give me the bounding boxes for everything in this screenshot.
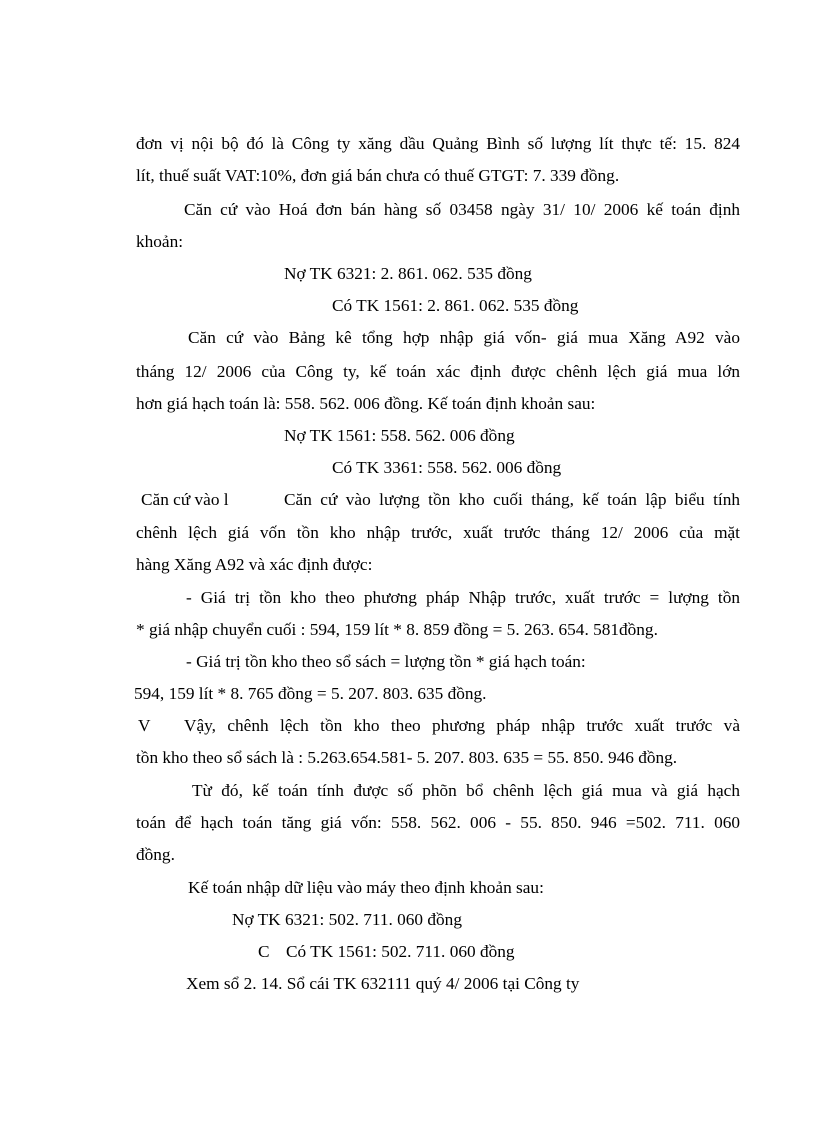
body-line: tồn kho theo sổ sách là : 5.263.654.581- 5. 207. 803. 635 = 55. 850. 946 đồng. xyxy=(136,748,678,767)
body-line: 594, 159 lít * 8. 765 đồng = 5. 207. 803. 635 đồng. xyxy=(134,684,487,703)
stray-text-fragment: Căn cứ vào l xyxy=(141,490,229,509)
body-line: Căn cứ vào Hoá đơn bán hàng số 03458 ngày 31/ 10/ 2006 kế toán định xyxy=(184,200,740,219)
body-line: hơn giá hạch toán là: 558. 562. 006 đồng. Kế toán định khoản sau: xyxy=(136,394,596,413)
body-line: Căn cứ vào lượng tồn kho cuối tháng, kế toán lập biểu tính xyxy=(284,490,740,509)
stray-text-fragment: V xyxy=(138,716,151,735)
body-line: hàng Xăng A92 và xác định được: xyxy=(136,555,373,574)
body-line: * giá nhập chuyển cuối : 594, 159 lít * 8. 859 đồng = 5. 263. 654. 581đồng. xyxy=(136,620,658,639)
journal-entry-debit: Nợ TK 6321: 502. 711. 060 đồng xyxy=(232,910,462,929)
body-line: - Giá trị tồn kho theo sổ sách = lượng tồn * giá hạch toán: xyxy=(186,652,586,671)
body-line: Căn cứ vào Bảng kê tổng hợp nhập giá vốn- giá mua Xăng A92 vào xyxy=(188,328,740,347)
stray-text-fragment: C xyxy=(258,942,270,961)
journal-entry-credit: Có TK 1561: 502. 711. 060 đồng xyxy=(286,942,515,961)
body-line: Từ đó, kế toán tính được số phõn bổ chênh lệch giá mua và giá hạch xyxy=(192,781,740,800)
journal-entry-credit: Có TK 1561: 2. 861. 062. 535 đồng xyxy=(332,296,579,315)
journal-entry-credit: Có TK 3361: 558. 562. 006 đồng xyxy=(332,458,562,477)
body-line: Xem sổ 2. 14. Sổ cái TK 632111 quý 4/ 2006 tại Công ty xyxy=(186,974,580,993)
journal-entry-debit: Nợ TK 6321: 2. 861. 062. 535 đồng xyxy=(284,264,532,283)
body-line: Kế toán nhập dữ liệu vào máy theo định khoản sau: xyxy=(188,878,544,897)
body-line: chênh lệch giá vốn tồn kho nhập trước, xuất trước tháng 12/ 2006 của mặt xyxy=(136,523,740,542)
body-line: đồng. xyxy=(136,845,175,864)
body-line: đơn vị nội bộ đó là Công ty xăng dầu Quảng Bình số lượng lít thực tế: 15. 824 xyxy=(136,134,740,153)
body-line: toán để hạch toán tăng giá vốn: 558. 562. 006 - 55. 850. 946 =502. 711. 060 xyxy=(136,813,740,832)
body-line: Vậy, chênh lệch tồn kho theo phương pháp nhập trước xuất trước và xyxy=(184,716,740,735)
journal-entry-debit: Nợ TK 1561: 558. 562. 006 đồng xyxy=(284,426,515,445)
body-line: lít, thuế suất VAT:10%, đơn giá bán chưa có thuế GTGT: 7. 339 đồng. xyxy=(136,166,620,185)
body-line: khoản: xyxy=(136,232,184,251)
body-line: - Giá trị tồn kho theo phương pháp Nhập trước, xuất trước = lượng tồn xyxy=(186,588,740,607)
body-line: tháng 12/ 2006 của Công ty, kế toán xác định được chênh lệch giá mua lớn xyxy=(136,362,740,381)
